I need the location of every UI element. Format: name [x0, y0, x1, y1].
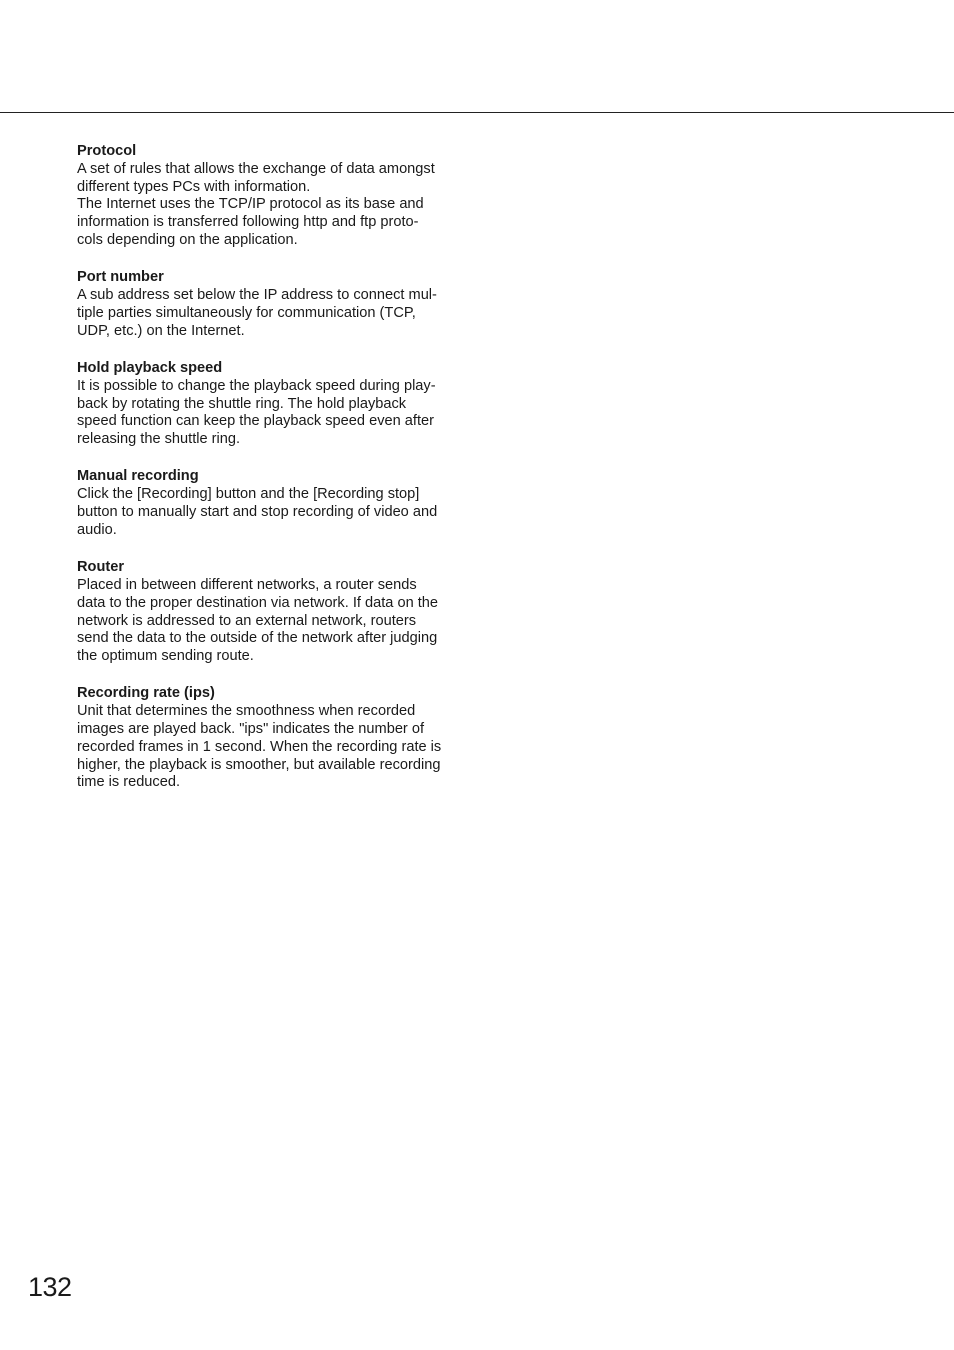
glossary-entry-port-number [77, 269, 467, 340]
entry-text-line: higher, the playback is smoother, but available recording [77, 756, 441, 773]
entry-text-line: information is transferred following http and ftp proto- [77, 214, 419, 231]
glossary-entry-router [77, 559, 467, 666]
entry-term: Router [77, 559, 125, 576]
entry-term: Hold playback speed [77, 359, 223, 376]
entry-text-line: recorded frames in 1 second. When the recording rate is [77, 738, 442, 755]
entry-text-line: button to manually start and stop recording of video and [77, 504, 438, 521]
entry-text-line: network is addressed to an external network, routers [77, 612, 417, 629]
entry-term: Port number [77, 269, 164, 286]
entry-term: Manual recording [77, 468, 199, 485]
entry-text-line: releasing the shuttle ring. [77, 431, 241, 448]
page-number: 132 [28, 1272, 72, 1302]
entry-text-line: A sub address set below the IP address to connect mul- [77, 287, 437, 304]
entry-text-line: cols depending on the application. [77, 231, 298, 248]
entry-text-line: audio. [77, 521, 117, 538]
header-rule [0, 112, 954, 113]
entry-text-line: Unit that determines the smoothness when recorded [77, 703, 416, 720]
glossary-entry-hold-playback-speed [77, 360, 467, 449]
glossary-entry-protocol [77, 143, 467, 250]
glossary-entry-recording-rate [77, 685, 467, 792]
entry-text-line: the optimum sending route. [77, 648, 254, 665]
entry-text-line: images are played back. "ips" indicates the number of [77, 721, 425, 738]
entry-text-line: speed function can keep the playback speed even after [77, 413, 434, 430]
entry-term: Recording rate (ips) [77, 685, 215, 702]
entry-text-line: UDP, etc.) on the Internet. [77, 322, 245, 339]
entry-text-line: send the data to the outside of the network after judging [77, 630, 438, 647]
entry-text-line: different types PCs with information. [77, 178, 311, 195]
entry-text-line: data to the proper destination via network. If data on the [77, 594, 439, 611]
entry-text-line: A set of rules that allows the exchange of data amongst [77, 160, 435, 177]
entry-text-line: Click the [Recording] button and the [Recording stop] [77, 486, 420, 503]
glossary-entry-manual-recording [77, 468, 467, 539]
entry-text-line: Placed in between different networks, a router sends [77, 576, 417, 593]
glossary-section [77, 143, 467, 812]
entry-text-line: tiple parties simultaneously for communication (TCP, [77, 304, 416, 321]
entry-text-line: It is possible to change the playback speed during play- [77, 377, 436, 394]
entry-term: Protocol [77, 143, 137, 159]
entry-text-line: The Internet uses the TCP/IP protocol as its base and [77, 196, 424, 213]
entry-text-line: time is reduced. [77, 774, 181, 791]
entry-text-line: back by rotating the shuttle ring. The hold playback [77, 395, 407, 412]
